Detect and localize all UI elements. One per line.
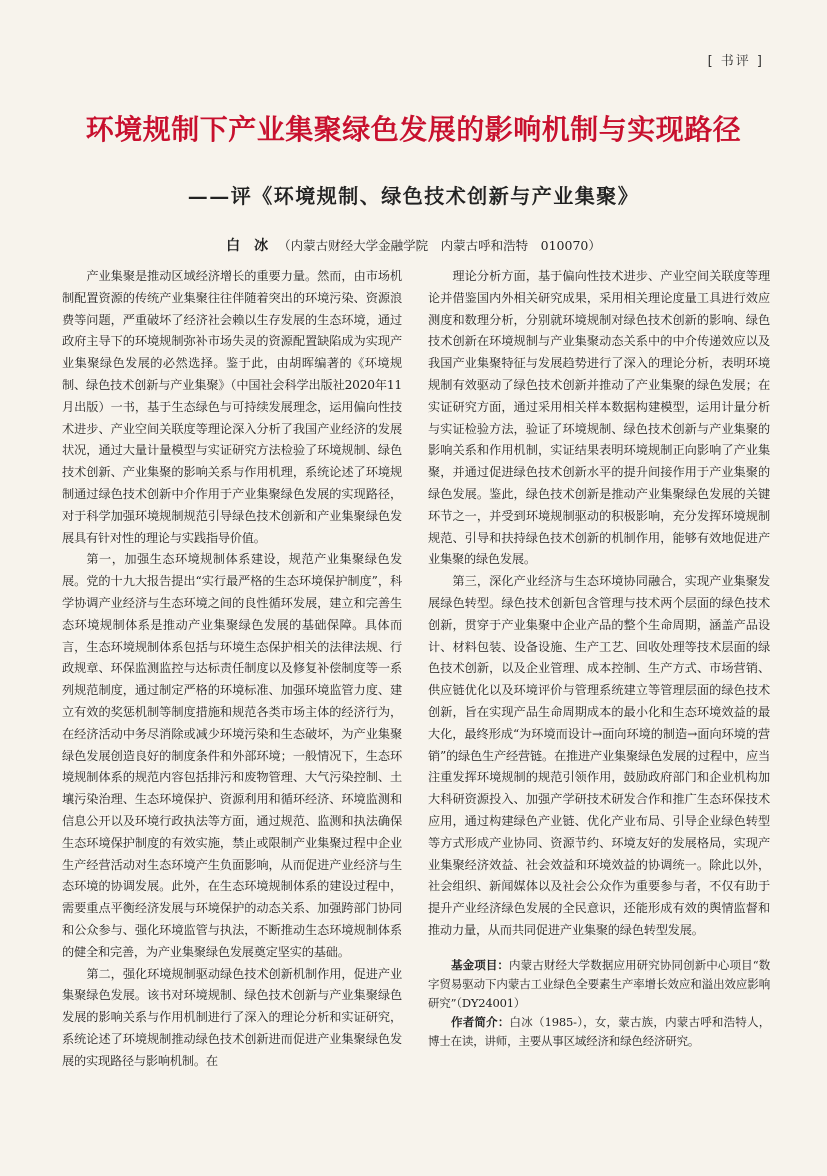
fund-label: 基金项目：	[451, 957, 510, 972]
body-paragraph: 产业集聚是推动区域经济增长的重要力量。然而，由市场机制配置资源的传统产业集聚往往伴随着突出的环境污染、资源浪费等问题，严重破坏了经济社会赖以生存发展的生态环境，通过政府主导下的环境规制弥补市场失灵的资源配置缺陷成为实现产业集聚绿色发展的必然选择。鉴于此，由胡晖编著的《环境规制、绿色技术创新与产业集聚》（中国社会科学出版社2020年11月出版）一书，基于生态绿色与可持续发展理念，运用偏向性技术进步、产业空间关联度等理论深入分析了我国产业经济的发展状况，通过大量计量模型与实证研究方法检验了环境规制、绿色技术创新、产业集聚的影响关系与作用机理，系统论述了环境规制通过绿色技术创新中介作用于产业集聚绿色发展的实现路径，对于科学加强环境规制规范引导绿色技术创新和产业集聚绿色发展具有针对性的理论与实践指导价值。	[62, 269, 402, 545]
author-bio-text: 白冰（1985-），女，蒙古族，内蒙古呼和浩特人，博士在读，讲师，主要从事区域经济和绿色经济研究。	[428, 1014, 771, 1048]
author-bio-label: 作者简介：	[451, 1014, 510, 1029]
body-paragraph: 第三，深化产业经济与生态环境协同融合，实现产业集聚发展绿色转型。绿色技术创新包含管理与技术两个层面的绿色技术创新，贯穿于产业集聚中企业产品的整个生命周期，涵盖产品设计、材料包装、设备设施、生产工艺、回收处理等技术层面的绿色技术创新，以及企业管理、成本控制、生产方式、市场营销、供应链优化以及环境评价与管理系统建立等管理层面的绿色技术创新，旨在实现产品生命周期成本的最小化和生态环境效益的最大化，最终形成“为环境而设计→面向环境的制造→面向环境的营销”的绿色生产经营链。在推进产业集聚绿色发展的过程中，应当注重发挥环境规制的规范引领作用，鼓励政府部门和企业机构加大科研资源投入、加强产学研技术研发合作和推广生态环保技术应用，通过构建绿色产业链、优化产业布局、引导企业绿色转型等方式形成产业协同、资源节约、环境友好的发展格局，实现产业集聚经济效益、社会效益和环境效益的协调统一。除此以外，社会组织、新闻媒体以及社会公众作为重要参与者，不仅有助于提升产业经济绿色发展的全民意识，还能形成有效的舆情监督和推动力量，从而共同促进产业集聚的绿色转型发展。	[428, 574, 770, 937]
right-column	[428, 266, 770, 1051]
author-name: 白 冰	[226, 238, 269, 254]
byline	[0, 235, 827, 255]
body-paragraph: 理论分析方面，基于偏向性技术进步、产业空间关联度等理论并借鉴国内外相关研究成果，采用相关理论度量工具进行效应测度和数理分析，分别就环境规制对绿色技术创新的影响、绿色技术创新在环境规制与产业集聚动态关系中的中介传递效应以及我国产业集聚特征与发展趋势进行了深入的理论分析，表明环境规制有效驱动了绿色技术创新并推动了产业集聚的绿色发展；在实证研究方面，通过采用相关样本数据构建模型，运用计量分析与实证检验方法，验证了环境规制、绿色技术创新与产业集聚的影响关系和作用机制，实证结果表明环境规制正向影响了产业集聚，并通过促进绿色技术创新水平的提升间接作用于产业集聚的绿色发展。鉴此，绿色技术创新是推动产业集聚绿色发展的关键环节之一，并受到环境规制驱动的积极影响，充分发挥环境规制规范、引导和扶持绿色技术创新的机制作用，能够有效地促进产业集聚的绿色发展。	[428, 269, 770, 567]
body-paragraph: 第一，加强生态环境规制体系建设，规范产业集聚绿色发展。党的十九大报告提出“实行最严格的生态环境保护制度”，科学协调产业经济与生态环境之间的良性循环发展，建立和完善生态环境规制体系是推动产业集聚绿色发展的基础保障。具体而言，生态环境规制体系包括与环境生态保护相关的法律法规、行政规章、环保监测监控与达标责任制度以及修复补偿制度等一系列规范制度，通过制定严格的环境标准、加强环境监管力度、建立有效的奖惩机制等制度措施和规范各类市场主体的经济行为，在经济活动中务尽消除或减少环境污染和生态破坏，为产业集聚绿色发展创造良好的制度条件和外部环境；一般情况下，生态环境规制体系的规范内容包括排污和废物管理、大气污染控制、土壤污染治理、生态环境保护、资源利用和循环经济、环境监测和信息公开以及环境行政执法等方面，通过规范、监测和执法确保生态环境保护制度的有效实施，禁止或限制产业集聚过程中企业生产经营活动对生态环境产生负面影响，从而促进产业经济与生态环境的协调发展。此外，在生态环境规制体系的建设过程中，需要重点平衡经济发展与环境保护的动态关系、加强跨部门协同和公众参与、强化环境监管与执法，不断推动生态环境规制体系的健全和完善，为产业集聚绿色发展奠定坚实的基础。	[62, 552, 402, 959]
left-column	[62, 266, 402, 1072]
fund-text: 内蒙古财经大学数据应用研究协同创新中心项目“数字贸易驱动下内蒙古工业绿色全要素生产率增长效应和溢出效应影响研究”（DY24001）	[428, 957, 771, 1010]
article-title: 环境规制下产业集聚绿色发展的影响机制与实现路径	[85, 113, 742, 146]
article-subtitle: ——评《环境规制、绿色技术创新与产业集聚》	[187, 184, 640, 208]
author-bio	[428, 1013, 770, 1051]
footnotes	[428, 956, 770, 1051]
author-affiliation: （内蒙古财经大学金融学院 内蒙古呼和浩特 010070）	[278, 238, 601, 253]
body-paragraph: 第二，强化环境规制驱动绿色技术创新机制作用，促进产业集聚绿色发展。该书对环境规制、绿色技术创新与产业集聚绿色发展的影响关系与作用机制进行了深入的理论分析和实证研究，系统论述了环境规制推动绿色技术创新进而促进产业集聚绿色发展的实现路径与影响机制。在	[62, 966, 402, 1068]
section-tag: [ 书评 ]	[707, 54, 764, 69]
fund-note	[428, 956, 770, 1013]
